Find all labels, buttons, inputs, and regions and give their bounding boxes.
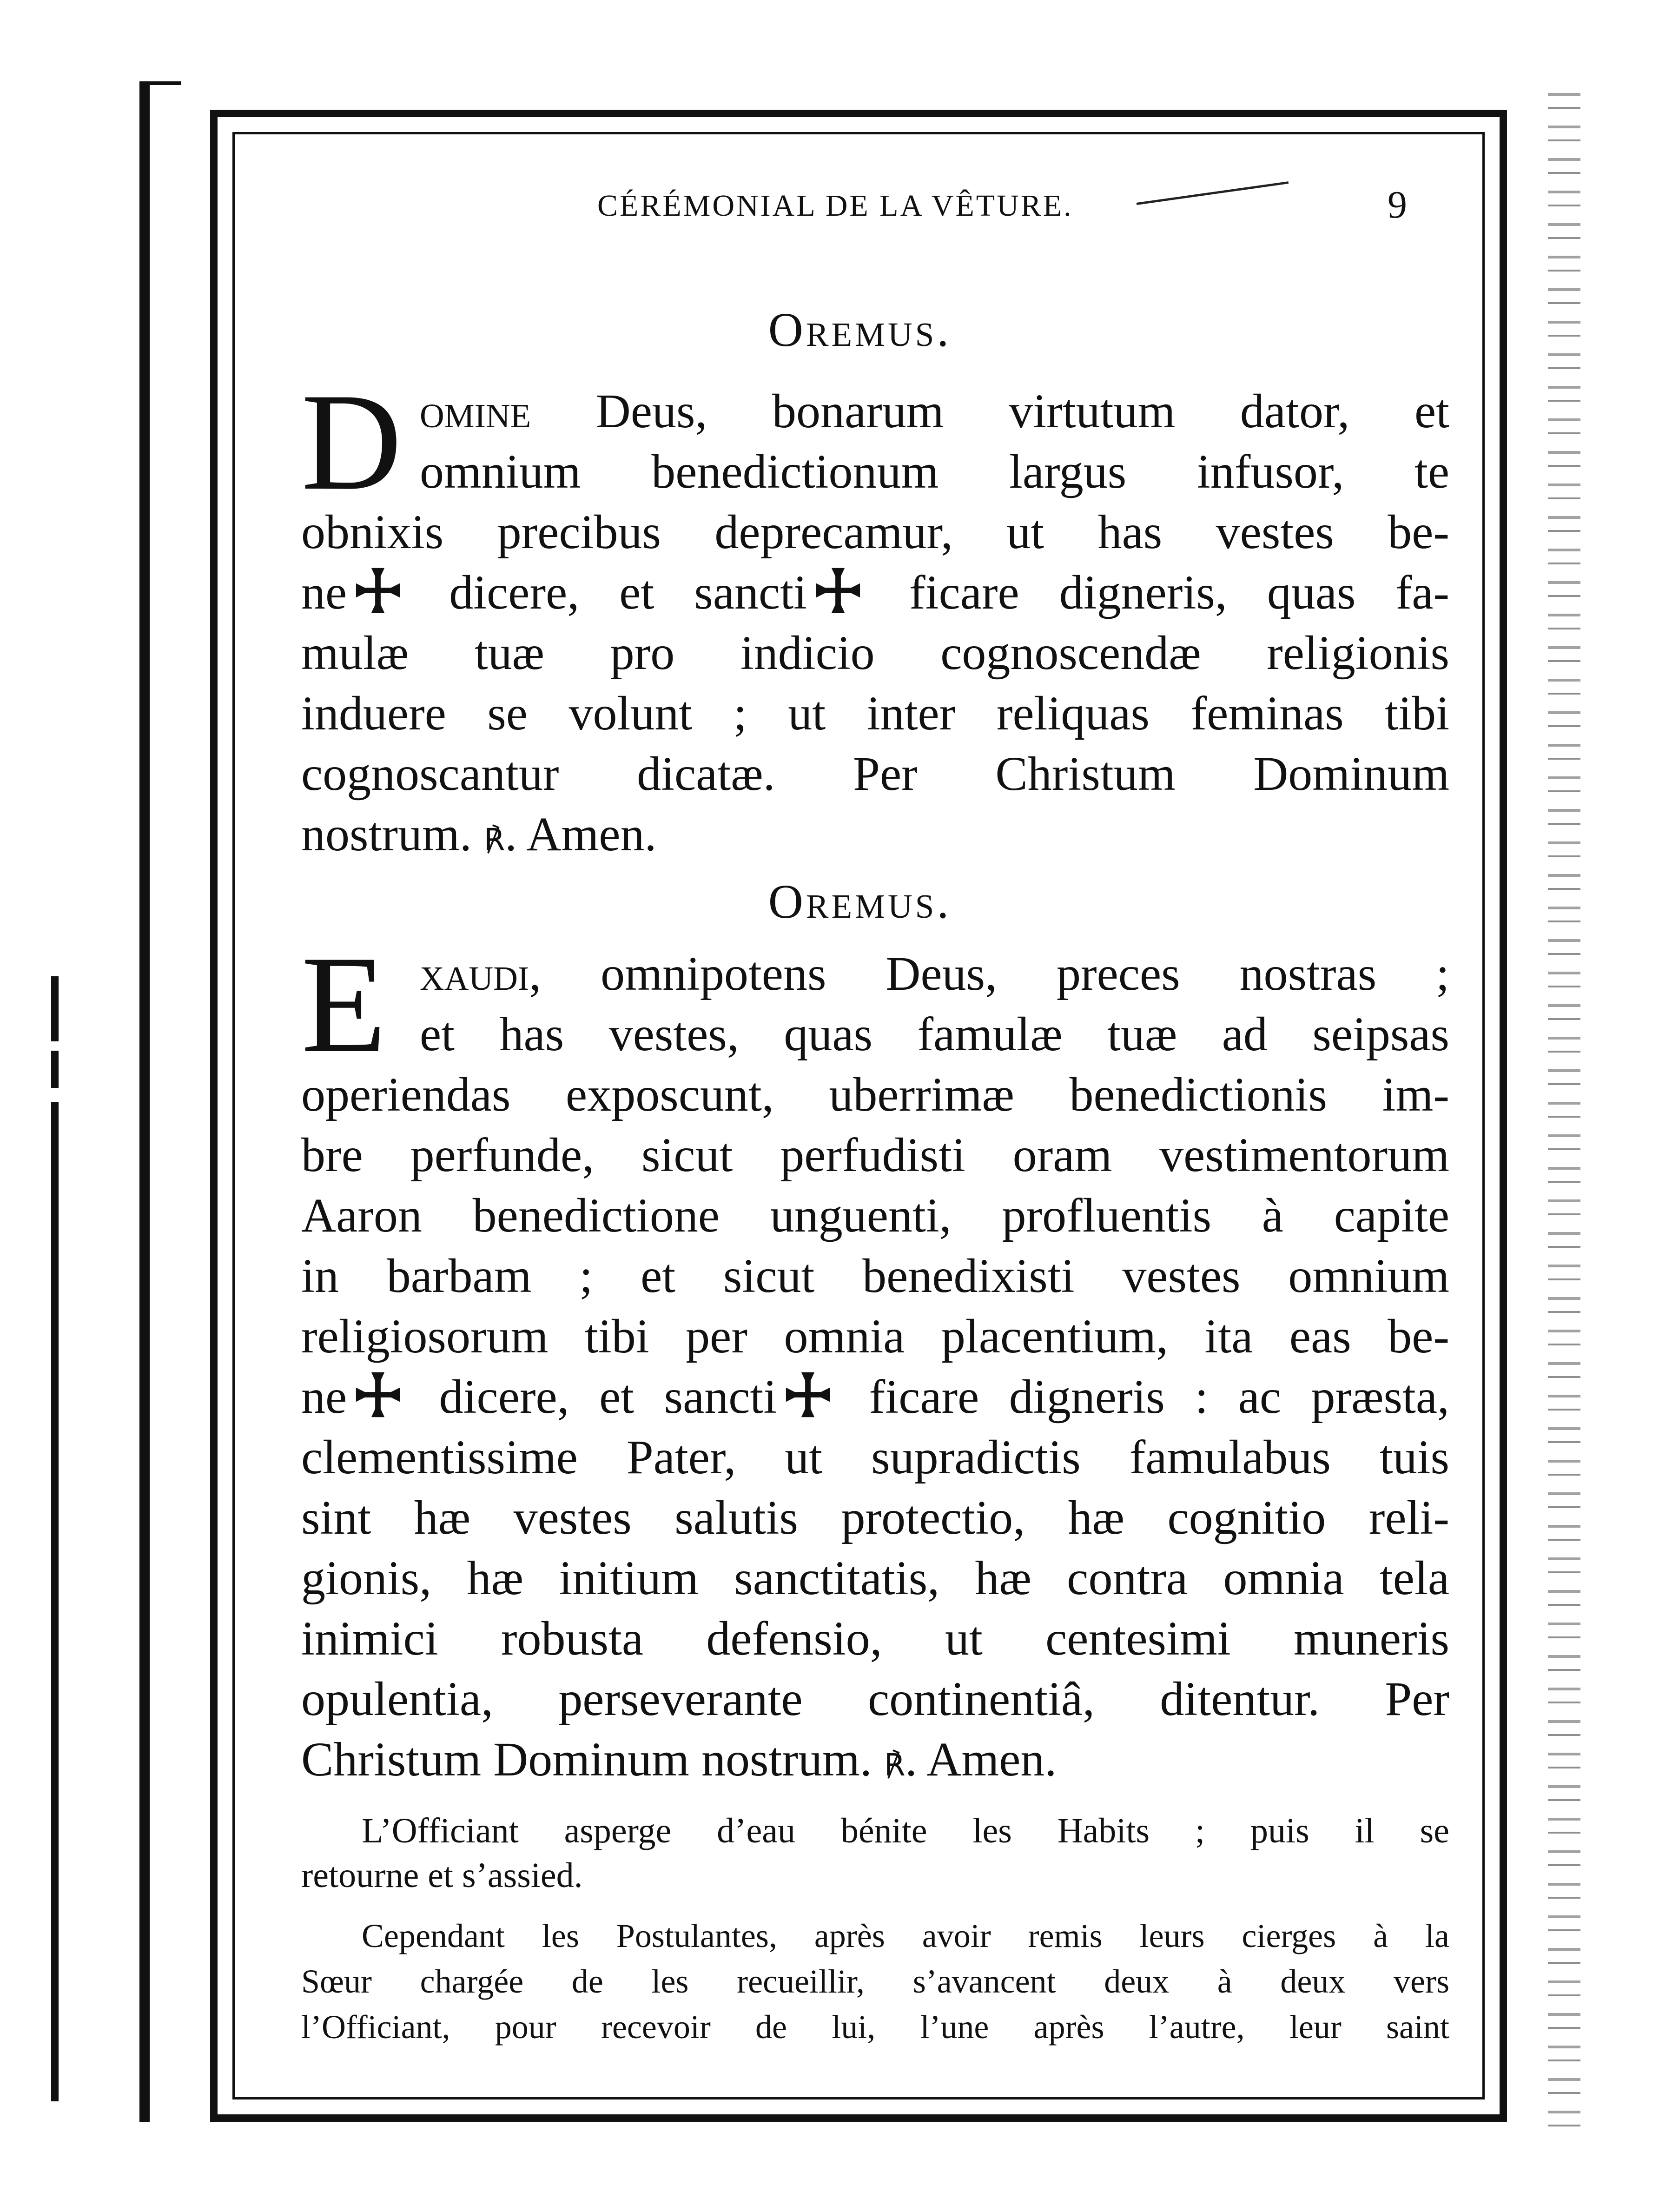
cross-pattee-icon — [780, 1370, 835, 1419]
text-line: omine Deus, bonarum virtutum dator, et — [420, 384, 1449, 438]
page-number: 9 — [1388, 183, 1407, 226]
text-line: in barbam ; et sicut benedixisti vestes omnium — [301, 1249, 1449, 1303]
text-line: induere se volunt ; ut inter reliquas feminas tibi — [301, 687, 1449, 740]
scan-margin-rule — [139, 81, 150, 2122]
cross-pattee-icon — [811, 566, 866, 615]
text-line: ne dicere, et sancti ficare digneris : ac præsta, — [301, 1370, 1449, 1424]
prayer-heading: Oremus. — [768, 875, 952, 928]
text-line: nostrum. ℟. Amen. — [301, 808, 657, 861]
cross-pattee-icon — [350, 566, 405, 615]
rubric-2 — [301, 1913, 1449, 2050]
rubric-line: L’Officiant asperge d’eau bénite les Habits ; puis il se — [362, 1811, 1449, 1850]
drop-cap: D — [301, 364, 402, 519]
text-line: operiendas exposcunt, uberrimæ benedictionis im- — [301, 1068, 1449, 1121]
scan-margin-rule-top — [139, 81, 181, 85]
prayer-heading: Oremus. — [768, 303, 952, 357]
text-line: gionis, hæ initium sanctitatis, hæ contra omnia tela — [301, 1551, 1449, 1605]
text-line: Aaron benedictione unguenti, profluentis à capite — [301, 1189, 1449, 1242]
drop-cap: E — [301, 927, 387, 1081]
text-line: et has vestes, quas famulæ tuæ ad seipsas — [420, 1007, 1449, 1061]
rubric-line: Sœur chargée de les recueillir, s’avancent deux à deux vers — [301, 1963, 1449, 2000]
response-sign: ℟ — [884, 1748, 905, 1782]
scan-mark — [51, 1051, 59, 1088]
rubric-line: retourne et s’assied. — [301, 1856, 583, 1895]
rubric-line: Cependant les Postulantes, après avoir remis leurs cierges à la — [362, 1917, 1449, 1954]
prayer-2-text — [301, 944, 1449, 1790]
text-line: ne dicere, et sancti ficare digneris, quas fa- — [301, 566, 1449, 619]
text-line: opulentia, perseverante continentiâ, ditentur. Per — [301, 1672, 1449, 1726]
text-line: mulæ tuæ pro indicio cognoscendæ religionis — [301, 626, 1449, 680]
text-line: omnium benedictionum largus infusor, te — [420, 445, 1449, 498]
text-line: bre perfunde, sicut perfudisti oram vestimentorum — [301, 1128, 1449, 1182]
text-line: clementissime Pater, ut supradictis famulabus tuis — [301, 1431, 1449, 1484]
text-line: cognoscantur dicatæ. Per Christum Dominum — [301, 747, 1449, 801]
text-line: xaudi, omnipotens Deus, preces nostras ; — [420, 947, 1449, 1000]
scan-mark — [51, 976, 59, 1041]
text-line: religiosorum tibi per omnia placentium, ita eas be- — [301, 1310, 1449, 1363]
scan-mark — [51, 1102, 59, 2101]
rubric-1 — [301, 1808, 1449, 1898]
rubric-line: l’Officiant, pour recevoir de lui, l’une après l’autre, leur saint — [301, 2008, 1449, 2046]
scan-page-edge — [1548, 93, 1580, 2139]
text-line: sint hæ vestes salutis protectio, hæ cognitio reli- — [301, 1491, 1449, 1544]
text-line: obnixis precibus deprecamur, ut has vestes be- — [301, 505, 1449, 559]
text-line: Christum Dominum nostrum. ℟. Amen. — [301, 1733, 1057, 1786]
response-sign: ℟ — [483, 823, 505, 857]
running-title: CÉRÉMONIAL DE LA VÊTURE. — [597, 189, 1073, 223]
text-line: inimici robusta defensio, ut centesimi muneris — [301, 1612, 1449, 1665]
cross-pattee-icon — [350, 1370, 405, 1419]
prayer-1-text — [301, 381, 1449, 865]
